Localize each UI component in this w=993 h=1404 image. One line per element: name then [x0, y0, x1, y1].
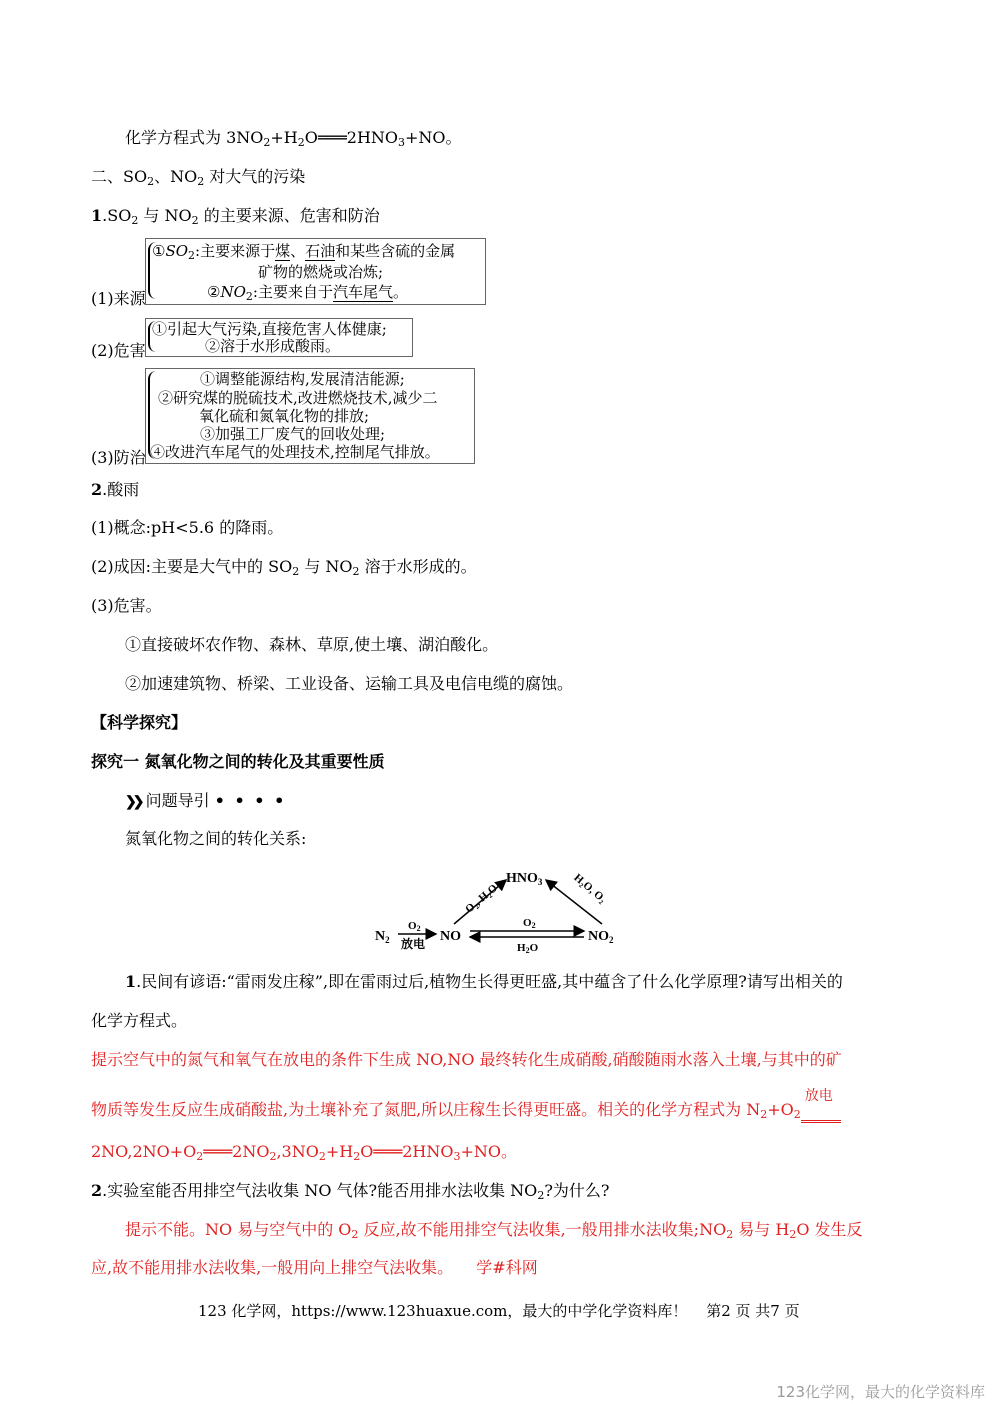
source-tag: 学#科网 [476, 1258, 538, 1277]
acid-rain-concept: (1)概念:pH<5.6 的降雨。 [91, 518, 284, 537]
arrow-label-discharge: 放电 [401, 937, 426, 951]
prevention-label: (3)防治 [91, 448, 146, 467]
answer-1-line-1: 提示空气中的氮气和氧气在放电的条件下生成 NO,NO 最终转化生成硝酸,硝酸随雨水落入土壤,与其中的矿 [91, 1050, 842, 1069]
answer-1-line-3: $2NO,2NO+O_2═══2NO_2,3NO_2+H_2O═══2HNO_3+NO$。 [91, 1142, 518, 1163]
equation-line: 化学方程式为 $3NO_2+H_2O═══2HNO_3+NO$。 [125, 128, 462, 149]
acid-rain-harm-1: ①直接破坏农作物、森林、草原,使土壤、湖泊酸化。 [125, 635, 499, 654]
hno3-label: $HNO_3$ [506, 871, 543, 887]
question-1-line-2: 化学方程式。 [91, 1011, 188, 1030]
question-1-line-1: 1.民间有谚语:“雷雨发庄稼”,即在雷雨过后,植物生长得更旺盛,其中蕴含了什么化学原理?请写出相关的 [125, 972, 843, 991]
no2-label: $NO_2$ [588, 929, 614, 945]
prevention-row-1: ①调整能源结构,发展清洁能源; [200, 370, 405, 388]
arrow-label-o2-h2o: O₂, H₂O [463, 882, 500, 916]
answer-2-line-2: 应,故不能用排水法收集,一般用向上排空气法收集。 学#科网 [91, 1258, 538, 1277]
no-label: NO [440, 929, 461, 944]
harm-row-2: ②溶于水形成酸雨。 [205, 337, 341, 355]
sources-row-2: 矿物的燃烧或冶炼; [258, 263, 384, 281]
nitrogen-oxide-diagram [370, 862, 630, 958]
dots-icon: • • • • [214, 791, 287, 810]
explore-heading: 探究一 氮氧化物之间的转化及其重要性质 [91, 752, 385, 771]
footer [198, 1300, 800, 1321]
arrow-label-h2o-bottom: H2O [517, 942, 539, 955]
page-number: 第2 页 共7 页 [706, 1302, 800, 1320]
arrow-label-h2o-o2: H₂O, O₂ [571, 871, 609, 906]
sources-row-3: $②NO_2$:主要来自于汽车尾气。 [207, 283, 408, 303]
arrow-label-o2: O2 [408, 920, 421, 933]
n2-label: $N_2$ [375, 929, 390, 945]
prevention-row-4: ③加强工厂废气的回收处理; [200, 425, 386, 443]
prevention-row-2: ②研究煤的脱硫技术,改进燃烧技术,减少二 [158, 389, 438, 407]
question-2: 2.实验室能否用排空气法收集 NO 气体?能否用排水法收集 $NO_2$?为什么? [91, 1181, 610, 1202]
answer-2-line-1: 提示不能。NO 易与空气中的 $O_2$ 反应,故不能用排空气法收集,一般用排水法收集$;NO_2$ 易与 $H_2O$ 发生反 [125, 1220, 863, 1241]
sources-row-1: $①SO_2$:主要来源于煤、石油和某些含硫的金属 [152, 242, 456, 262]
prevention-row-5: ④改进汽车尾气的处理技术,控制尾气排放。 [150, 443, 440, 461]
relation-line: 氮氧化物之间的转化关系: [125, 829, 307, 848]
answer-1-line-2: 物质等发生反应生成硝酸盐,为土壤补充了氮肥,所以庄稼生长得更旺盛。相关的化学方程式为 $N_2+O_2$ 放电 [91, 1100, 841, 1123]
subheading-1: $1.SO_2$ 与 $NO_2$ 的主要来源、危害和防治 [91, 206, 380, 227]
acid-rain-harm: (3)危害。 [91, 596, 162, 615]
acid-rain-harm-2: ②加速建筑物、桥梁、工业设备、运输工具及电信电缆的腐蚀。 [125, 674, 574, 693]
double-chevron-icon: ❯❯ [125, 794, 141, 810]
harm-label: (2)危害 [91, 341, 146, 360]
arrow-label-o2-top: O2 [523, 917, 536, 930]
prevention-row-3: 氧化硫和氮氧化物的排放; [199, 407, 370, 425]
harm-row-1: ①引起大气污染,直接危害人体健康; [152, 320, 387, 338]
guide-line: ❯❯ 问题导引 • • • • [125, 791, 287, 810]
footer-link[interactable]: 123 化学网，https://www.123huaxue.com，最大的中学化学资料库！ [198, 1302, 688, 1320]
subheading-2: 2.酸雨 [91, 480, 140, 499]
science-heading: 【科学探究】 [91, 713, 188, 732]
acid-rain-cause: (2)成因:主要是大气中的 $SO_2$ 与 $NO_2$ 溶于水形成的。 [91, 557, 477, 578]
section-heading-2: 二、$SO_2$、$NO_2$ 对大气的污染 [91, 167, 306, 188]
watermark: 123化学网，最大的化学资料库 [776, 1383, 985, 1401]
sources-label: (1)来源 [91, 289, 146, 308]
